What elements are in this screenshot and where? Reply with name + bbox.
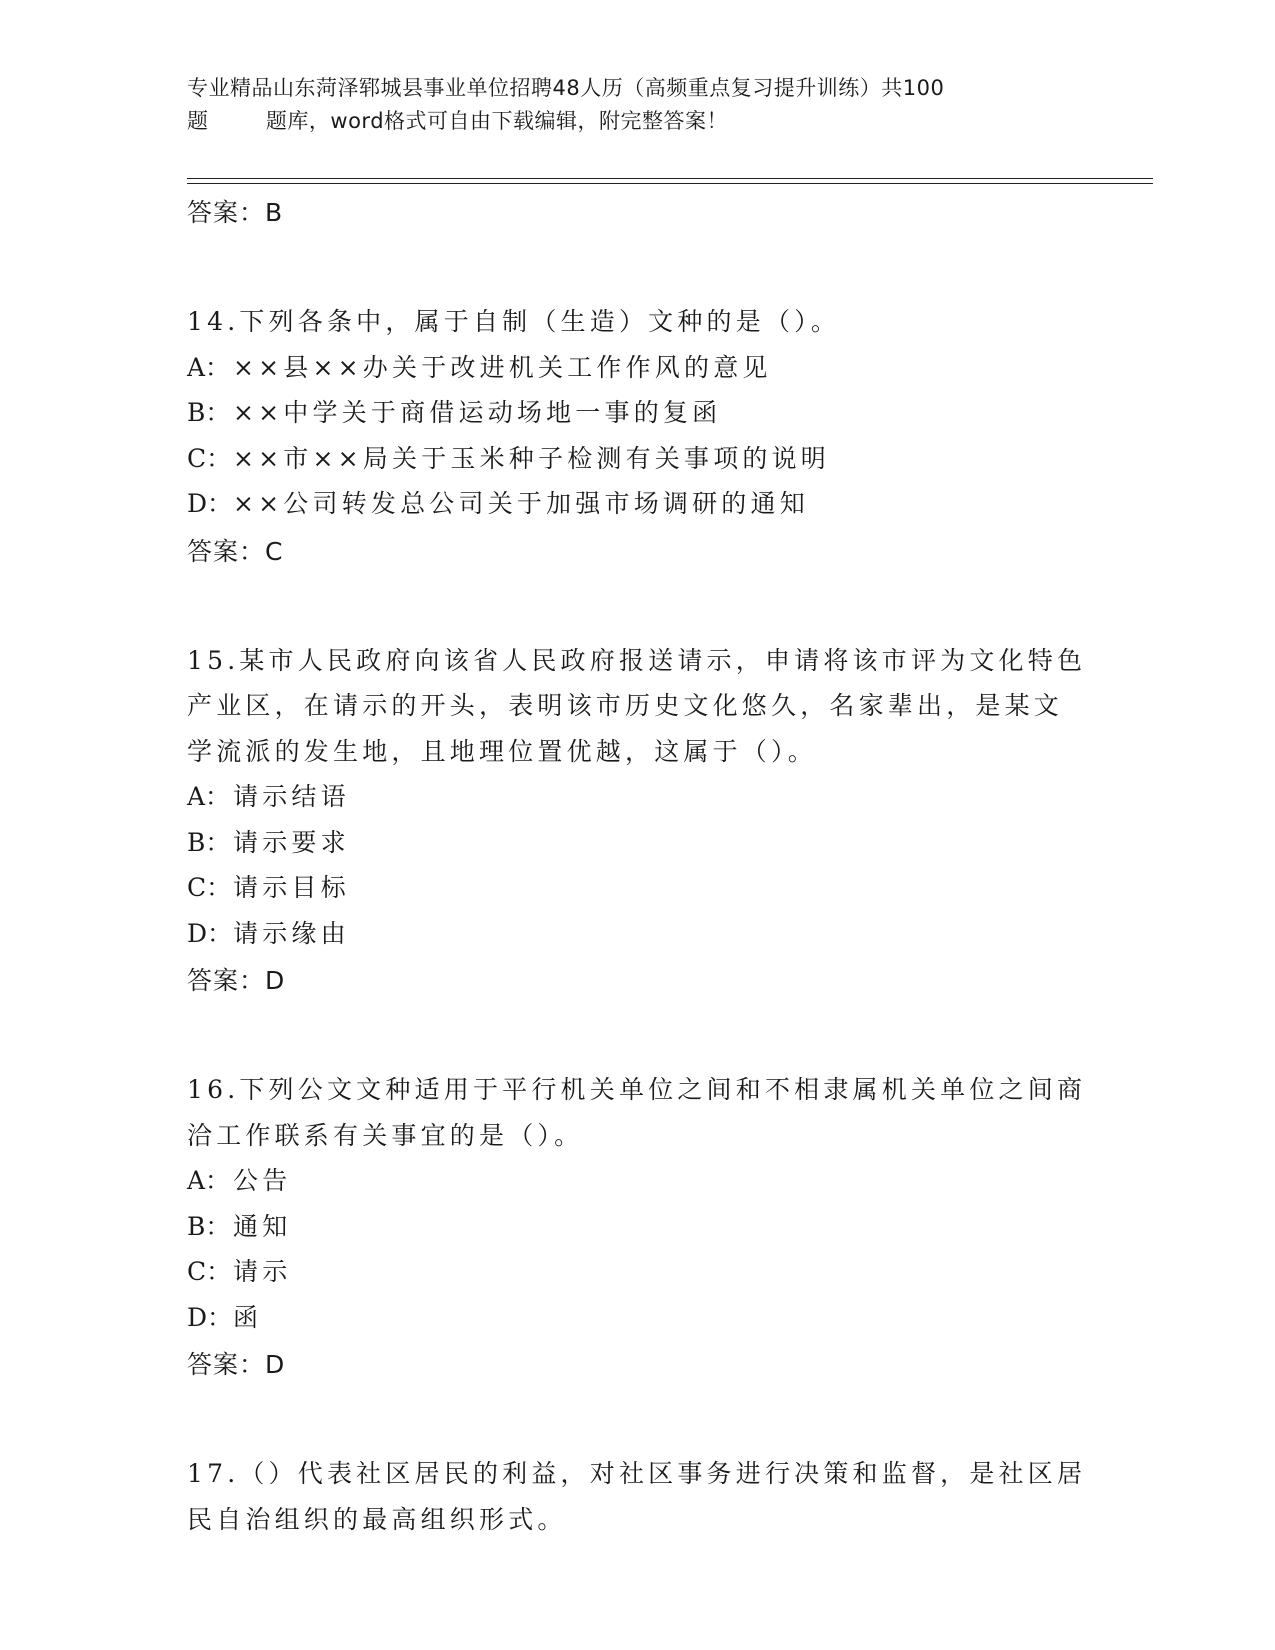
header-line-1: 专业精品山东菏泽郓城县事业单位招聘48人历（高频重点复习提升训练）共100 bbox=[187, 76, 945, 100]
option-text: ××公司转发总公司关于加强市场调研的通知 bbox=[233, 489, 809, 518]
option-text: 通知 bbox=[233, 1211, 292, 1241]
option-key: A： bbox=[187, 352, 231, 382]
spacer bbox=[187, 574, 1087, 638]
option-key: B： bbox=[187, 398, 231, 427]
option-text: 请示缘由 bbox=[233, 918, 350, 948]
option-c bbox=[187, 1249, 1087, 1295]
option-a bbox=[187, 1158, 1087, 1204]
option-b bbox=[187, 1204, 1087, 1250]
option-key: D： bbox=[187, 489, 233, 518]
question-17 bbox=[187, 1451, 1087, 1542]
option-b bbox=[187, 820, 1087, 866]
option-key: A： bbox=[187, 782, 231, 811]
option-text: 请示目标 bbox=[233, 873, 350, 902]
option-d bbox=[187, 1295, 1087, 1341]
spacer bbox=[187, 235, 1087, 299]
header-rule-bottom bbox=[187, 183, 1153, 184]
option-a bbox=[187, 774, 1087, 820]
spacer bbox=[187, 1003, 1087, 1067]
answer-line: 答案：D bbox=[187, 966, 286, 995]
question-stem-line: 学流派的发生地，且地理位置优越，这属于（）。 bbox=[187, 736, 817, 766]
option-b bbox=[187, 390, 1087, 436]
option-key: C： bbox=[187, 1257, 232, 1286]
option-text: 函 bbox=[233, 1302, 263, 1332]
question-stem-line: 15.某市人民政府向该省人民政府报送请示，申请将该市评为文化特色 bbox=[187, 645, 1087, 675]
option-key: A： bbox=[187, 1166, 231, 1195]
option-text: 公告 bbox=[233, 1166, 292, 1195]
option-key: B： bbox=[187, 1211, 231, 1241]
option-a bbox=[187, 345, 1087, 391]
header-rule-top bbox=[187, 178, 1153, 179]
question-stem-line: 洽工作联系有关事宜的是（）。 bbox=[187, 1120, 584, 1150]
option-text: ××中学关于商借运动场地一事的复函 bbox=[233, 398, 722, 427]
option-text: 请示 bbox=[233, 1257, 292, 1286]
question-stem: 14.下列各条中，属于自制（生造）文种的是（）。 bbox=[187, 307, 841, 336]
option-d bbox=[187, 481, 1087, 527]
option-d bbox=[187, 911, 1087, 957]
answer-line: 答案：D bbox=[187, 1350, 286, 1379]
option-c bbox=[187, 865, 1087, 911]
option-text: ××县××办关于改进机关工作作风的意见 bbox=[233, 352, 772, 382]
answer-line: 答案：B bbox=[187, 198, 284, 227]
option-key: C： bbox=[187, 873, 232, 902]
option-key: C： bbox=[187, 443, 232, 473]
answer-line: 答案：C bbox=[187, 536, 284, 566]
option-text: 请示要求 bbox=[233, 827, 350, 857]
question-stem-line: 16.下列公文文种适用于平行机关单位之间和不相隶属机关单位之间商 bbox=[187, 1075, 1087, 1104]
question-stem-line: 民自治组织的最高组织形式。 bbox=[187, 1504, 567, 1534]
option-text: ××市××局关于玉米种子检测有关事项的说明 bbox=[233, 443, 830, 473]
option-key: B： bbox=[187, 827, 231, 857]
header-line-2: 题 题库，word格式可自由下载编辑，附完整答案！ bbox=[187, 109, 729, 133]
question-15 bbox=[187, 638, 1087, 1004]
option-text: 请示结语 bbox=[233, 782, 350, 811]
spacer bbox=[187, 1387, 1087, 1451]
question-stem-line: 17.（）代表社区居民的利益，对社区事务进行决策和监督，是社区居 bbox=[187, 1459, 1087, 1488]
question-list bbox=[187, 188, 1087, 1542]
question-14 bbox=[187, 299, 1087, 574]
option-c bbox=[187, 436, 1087, 482]
option-key: D： bbox=[187, 918, 233, 948]
option-key: D： bbox=[187, 1302, 233, 1332]
question-16 bbox=[187, 1067, 1087, 1387]
question-stem-line: 产业区，在请示的开头，表明该市历史文化悠久，名家辈出，是某文 bbox=[187, 691, 1064, 720]
page-header bbox=[187, 72, 1067, 138]
